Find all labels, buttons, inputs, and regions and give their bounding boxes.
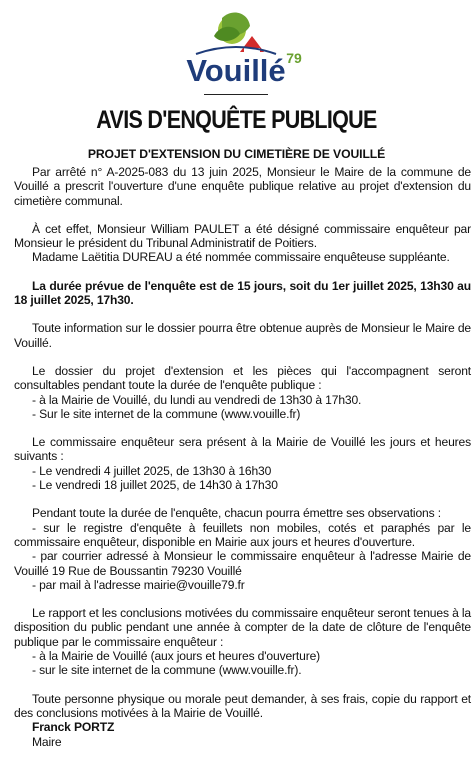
logo-number: 79: [286, 50, 302, 66]
list-item: - par courrier adressé à Monsieur le commissaire enquêteur à l'adresse Mairie de Vouillé 19 Rue de Boussantin 79230 Vouillé: [14, 549, 471, 578]
signature-role: Maire: [32, 734, 62, 749]
paragraph-observations: Pendant toute la durée de l'enquête, chacun pourra émettre ses observations :: [32, 506, 441, 521]
paragraph-dossier: Le dossier du projet d'extension et les pièces qui l'accompagnent seront consultables pendant toute la durée de l'enquête publique :: [14, 363, 471, 393]
paragraph-rapport: Le rapport et les conclusions motivées du commissaire enquêteur seront tenues à la disposition du public pendant une année à compter de la date de clôture de l'enquête publique par le commissaire enquêteur :: [14, 606, 471, 649]
notice-title: AVIS D'ENQUÊTE PUBLIQUE: [96, 106, 377, 134]
list-item: - sur le site internet de la commune (www.vouille.fr).: [32, 663, 302, 678]
paragraph-commissaire: À cet effet, Monsieur William PAULET a été désigné commissaire enquêteur par Monsieur le président du Tribunal Administratif de Poitiers.: [14, 221, 471, 251]
paragraph-copie: Toute personne physique ou morale peut demander, à ses frais, copie du rapport et des conclusions motivées à la Mairie de Vouillé.: [14, 691, 471, 720]
paragraph-arrete: Par arrêté n° A-2025-083 du 13 juin 2025, Monsieur le Maire de la commune de Vouillé a prescrit l'ouverture d'une enquête publique relative au projet d'extension du cimetière communal.: [14, 165, 471, 208]
paragraph-duree: La durée prévue de l'enquête est de 15 jours, soit du 1er juillet 2025, 13h30 au 18 juillet 2025, 17h30.: [14, 278, 471, 308]
logo-wordmark: Vouillé: [186, 53, 286, 88]
list-item: - à la Mairie de Vouillé (aux jours et heures d'ouverture): [32, 649, 321, 664]
signature-name: Franck PORTZ: [32, 720, 115, 735]
list-item: - Sur le site internet de la commune (www.vouille.fr): [32, 406, 301, 421]
title-divider: [204, 94, 268, 95]
paragraph-information: Toute information sur le dossier pourra être obtenue auprès de Monsieur le Maire de Vouillé.: [14, 321, 471, 350]
paragraph-suppleante: Madame Laëtitia DUREAU a été nommée commissaire enquêteuse suppléante.: [32, 250, 450, 265]
notice-subtitle: PROJET D'EXTENSION DU CIMETIÈRE DE VOUILLÉ: [87, 147, 386, 161]
list-item: - Le vendredi 4 juillet 2025, de 13h30 à 16h30: [32, 463, 272, 478]
list-item: - Le vendredi 18 juillet 2025, de 14h30 à 17h30: [32, 478, 278, 493]
list-item: - à la Mairie de Vouillé, du lundi au vendredi de 13h30 à 17h30.: [32, 392, 362, 407]
notice-body: [14, 165, 471, 749]
paragraph-permanences: Le commissaire enquêteur sera présent à la Mairie de Vouillé les jours et heures suivants :: [14, 435, 471, 464]
list-item: - sur le registre d'enquête à feuillets non mobiles, cotés et paraphés par le commissaire enquêteur, disponible en Mairie aux jours et heures d'ouverture.: [14, 520, 471, 549]
list-item: - par mail à l'adresse mairie@vouille79.fr: [32, 577, 245, 592]
vouille-logo: [0, 8, 473, 88]
